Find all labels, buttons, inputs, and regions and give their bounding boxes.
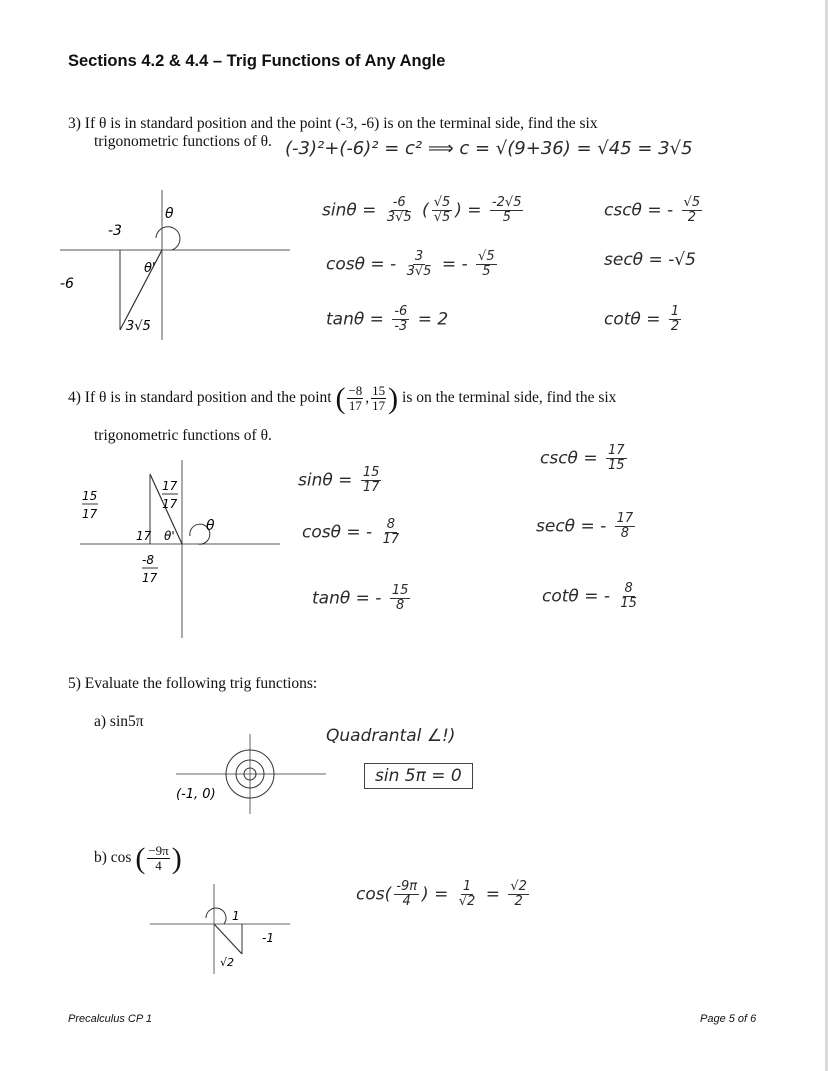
problem-5a-label: a) sin5π [94,713,144,730]
p5a-note: Quadrantal ∠!) [326,726,456,746]
p4-y-num: 15 [82,489,98,503]
problem-5b-label: b) cos ( $\frac{-9\pi}{4}$ ) [94,842,182,875]
problem-5-title: 5) Evaluate the following trig functions: [68,675,318,692]
p3-tan: tanθ = $\frac{-6}{-3}$ = 2 [326,304,449,334]
p3-sin: sinθ = $\frac{-6}{3√5}$ ( $\frac{√5}{√5}$ ) = $\frac{-2√5}{5}$ [322,195,522,225]
p4-x-num: -8 [142,553,154,567]
p5a-answer: sin 5π = 0 [364,766,473,786]
problem-3-line2: trigonometric functions of θ. [94,133,272,150]
p3-pythagorean-work: (-3)²+(-6)² = c² ⟹ c = √(9+36) = √45 = 3√5 [285,138,693,159]
p4-side: 17 [136,529,152,543]
p4-theta: θ [206,518,215,534]
problem-4-line1: 4) If θ is in standard position and the point ( $\frac{-8}{17}$ , $\frac{15}{17}$ ) is on the terminal side, find the six [68,382,617,415]
p4-hyp-num: 17 [162,479,178,493]
page-title: Sections 4.2 & 4.4 – Trig Functions of Any Angle [68,52,446,70]
p4-cot: cotθ = - $\frac{8}{15}$ [542,581,637,611]
problem-3-line1: 3) If θ is in standard position and the point (-3, -6) is on the terminal side, find the six [68,115,598,132]
p3-x-label: -3 [108,223,122,239]
p4-sec: secθ = - $\frac{17}{8}$ [536,511,634,541]
p5a-point: (-1, 0) [176,787,216,802]
p4-y-den: 17 [82,507,98,521]
p3-y-label: -6 [60,276,74,292]
p3-hyp-label: 3√5 [126,319,151,334]
footer-page-number: Page 5 of 6 [700,1013,757,1025]
p4-sketch [80,460,290,640]
p5a-sketch [176,734,336,814]
p3-cot: cotθ = $\frac{1}{2}$ [604,304,680,334]
p3-theta-ref: θ' [144,261,156,276]
p4-csc: cscθ = $\frac{17}{15}$ [540,443,625,473]
p5b-label-1: 1 [232,909,240,923]
p3-csc: cscθ = - $\frac{√5}{2}$ [604,195,701,225]
p5b-label-m1: -1 [262,931,274,945]
problem-4-line2: trigonometric functions of θ. [94,427,272,444]
footer-course: Precalculus CP 1 [68,1013,152,1025]
p4-sin: sinθ = $\frac{15}{17}$ [298,465,380,495]
p5b-sketch [150,884,290,974]
p4-cos: cosθ = - $\frac{8}{17}$ [302,517,400,547]
p4-tan: tanθ = - $\frac{15}{8}$ [312,583,409,613]
p3-cos: cosθ = - $\frac{3}{3√5}$ = - $\frac{√5}{5}$ [326,249,495,279]
p4-x-den: 17 [142,571,158,585]
p4-theta-ref: θ' [164,529,175,543]
p4-hyp-den: 17 [162,497,178,511]
p3-sketch [60,190,300,340]
p3-theta: θ [165,206,174,222]
p5b-label-r2: √2 [220,956,235,969]
p3-sec: secθ = -√5 [604,250,696,270]
p5b-work: cos( $\frac{-9\pi}{4}$ ) = $\frac{1}{√2}$ = $\frac{√2}{2}$ [356,879,527,909]
